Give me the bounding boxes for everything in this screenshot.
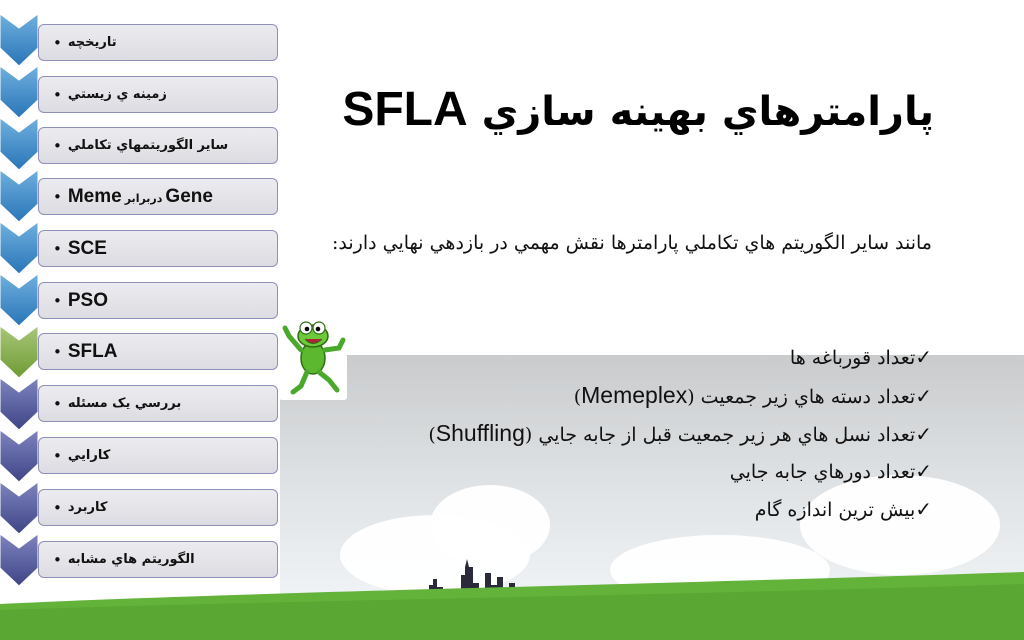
nav-bullet: • [53, 550, 62, 569]
nav-item-label: كاربرد [67, 500, 108, 515]
chevron-segment [0, 430, 38, 482]
param-text: تعداد دورهاي جابه جايي [729, 461, 916, 483]
nav-item-label: زمينه ي زيستي [67, 87, 167, 102]
list-item [272, 338, 932, 376]
title-text: پارامترهاي بهينه سازي [481, 89, 934, 135]
param-text: بيش ترين اندازه گام [754, 499, 916, 521]
chevron-strip [0, 0, 40, 600]
intro-paragraph: مانند ساير الگوريتم هاي تكاملي پارامترها نقش مهمي در بازدهي نهايي دارند: [331, 232, 932, 254]
nav-item-pso[interactable] [38, 282, 278, 319]
check-icon: ✓ [915, 345, 932, 369]
check-icon: ✓ [915, 497, 932, 521]
nav-item-label: الگوريتم هاي مشابه [67, 552, 195, 567]
nav-bullet: • [53, 85, 62, 104]
nav-item-application[interactable] [38, 489, 278, 526]
parameter-list [272, 338, 932, 528]
nav-item-problem-review[interactable] [38, 385, 278, 422]
nav-bullet: • [53, 291, 62, 310]
chevron-segment [0, 222, 38, 274]
check-icon: ✓ [915, 384, 932, 408]
param-text: تعداد نسل هاي هر زير جمعيت قبل از جابه جايي ( [524, 424, 916, 446]
nav-item-gene-vs-meme[interactable] [38, 178, 278, 215]
chevron-segment [0, 326, 38, 378]
list-item [272, 414, 932, 452]
chevron-segment [0, 14, 38, 66]
nav-item-label: PSO [67, 289, 108, 311]
chevron-segment [0, 378, 38, 430]
nav-item-efficiency[interactable] [38, 437, 278, 474]
nav-item-label [68, 186, 213, 208]
param-latin-term: Shuffling [435, 420, 525, 446]
nav-bullet: • [53, 136, 62, 155]
list-item [272, 376, 932, 414]
nav-versus-text: دربرابر [124, 191, 163, 205]
chevron-segment [0, 66, 38, 118]
nav-item-label: تاريخچه [67, 35, 117, 50]
param-tail: ) [428, 424, 436, 446]
param-tail: ) [573, 386, 582, 408]
nav-bullet: • [53, 33, 62, 52]
chevron-segment [0, 274, 38, 326]
nav-meme-text: Meme [67, 185, 122, 207]
nav-item-label: SFLA [67, 340, 118, 362]
nav-item-label: بررسي یک مسئله [67, 396, 182, 411]
nav-item-other-evolutionary-algorithms[interactable] [38, 127, 278, 164]
chevron-segment [0, 534, 38, 586]
nav-item-biological-background[interactable] [38, 76, 278, 113]
nav-bullet: • [53, 187, 62, 206]
slide-title [342, 82, 934, 137]
check-icon: ✓ [915, 422, 932, 446]
check-icon: ✓ [915, 459, 932, 483]
nav-gene-text: Gene [165, 185, 213, 207]
chevron-segment [0, 170, 38, 222]
nav-bullet: • [53, 446, 62, 465]
nav-item-label: ساير الگوريتمهاي تكاملي [67, 138, 229, 153]
nav-bullet: • [53, 498, 62, 517]
nav-item-sfla[interactable] [38, 333, 278, 370]
nav-bullet: • [53, 342, 62, 361]
nav-item-label: SCE [67, 237, 107, 259]
nav-item-history[interactable] [38, 24, 278, 61]
param-text: تعداد دسته هاي زير جمعيت ( [687, 386, 916, 408]
nav-bullet: • [53, 394, 62, 413]
list-item [272, 452, 932, 490]
nav-item-sce[interactable] [38, 230, 278, 267]
title-abbr: SFLA [342, 83, 468, 136]
nav-bullet: • [53, 239, 62, 258]
param-latin-term: Memeplex [581, 382, 688, 408]
list-item [272, 490, 932, 528]
nav-item-label: كارايي [67, 448, 111, 463]
chevron-segment [0, 118, 38, 170]
param-text: تعداد قورباغه ها [789, 347, 916, 369]
chevron-segment [0, 482, 38, 534]
nav-item-similar-algorithms[interactable] [38, 541, 278, 578]
